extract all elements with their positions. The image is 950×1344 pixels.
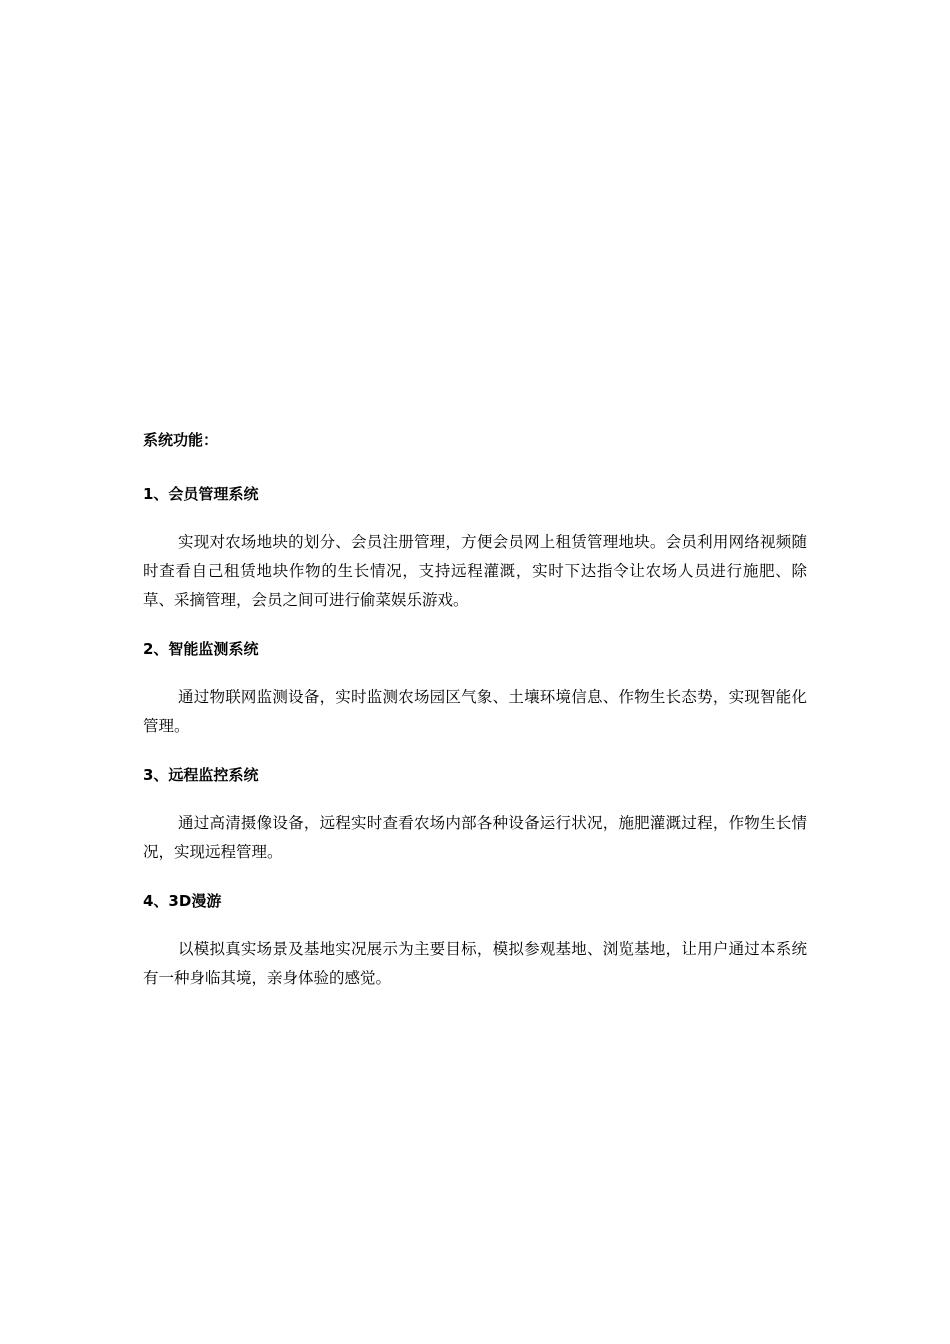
section-body: 实现对农场地块的划分、会员注册管理，方便会员网上租赁管理地块。会员利用网络视频随时查看自己租赁地块作物的生长情况，支持远程灌溉，实时下达指令让农场人员进行施肥、除草、采摘管理，会员之间可进行偷菜娱乐游戏。 xyxy=(143,533,807,609)
spacer xyxy=(143,615,807,637)
spacer xyxy=(143,913,807,935)
section-smart-monitoring xyxy=(143,637,807,741)
document-content xyxy=(143,428,807,993)
page-title: 系统功能： xyxy=(143,431,219,449)
section-3d-tour xyxy=(143,889,807,993)
spacer xyxy=(143,661,807,683)
spacer xyxy=(143,741,807,763)
section-remote-control xyxy=(143,763,807,867)
spacer xyxy=(143,452,807,482)
section-heading: 4、3D漫游 xyxy=(143,892,222,910)
section-heading: 3、远程监控系统 xyxy=(143,766,259,784)
section-heading: 1、会员管理系统 xyxy=(143,485,259,503)
section-body: 以模拟真实场景及基地实况展示为主要目标，模拟参观基地、浏览基地，让用户通过本系统有一种身临其境，亲身体验的感觉。 xyxy=(143,940,807,987)
section-body: 通过高清摄像设备，远程实时查看农场内部各种设备运行状况，施肥灌溉过程，作物生长情况，实现远程管理。 xyxy=(143,814,807,861)
section-heading: 2、智能监测系统 xyxy=(143,640,259,658)
section-body: 通过物联网监测设备，实时监测农场园区气象、土壤环境信息、作物生长态势，实现智能化管理。 xyxy=(143,688,807,735)
section-member-management xyxy=(143,482,807,615)
spacer xyxy=(143,787,807,809)
spacer xyxy=(143,867,807,889)
spacer xyxy=(143,506,807,528)
